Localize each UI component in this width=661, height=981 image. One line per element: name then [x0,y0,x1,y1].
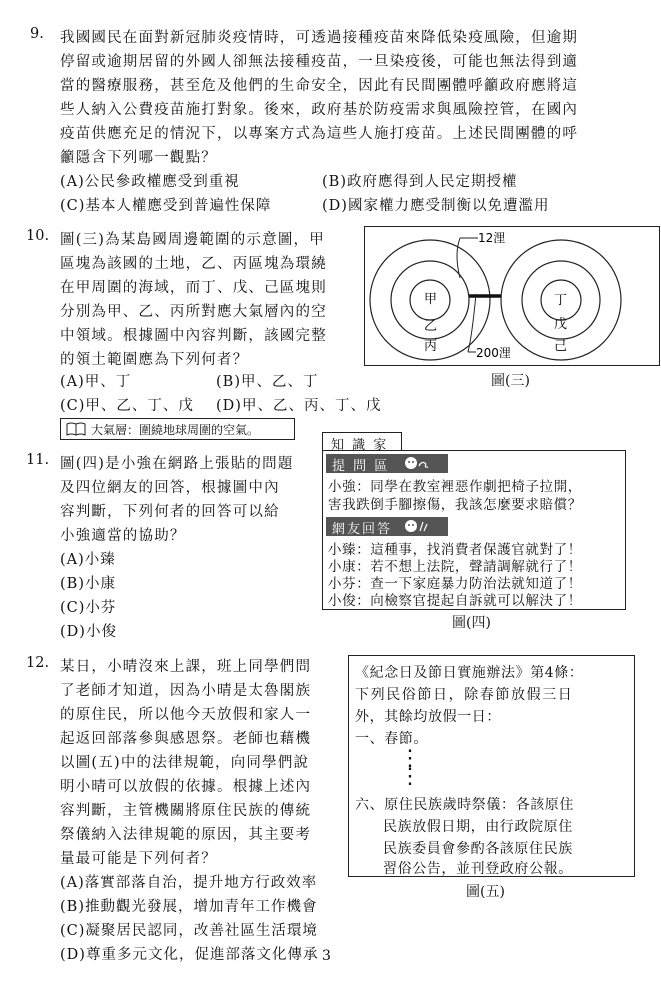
law-line: 一、春節。 [355,731,428,747]
q12-line: 祭儀納入法律規範的原因，其主要考 [60,827,312,843]
page-number: 3 [322,948,331,964]
q10-line: 在甲周圍的海域，而丁、戊、己區塊則 [60,280,327,296]
figure-4-tab [322,432,402,451]
q12-option-b[interactable]: (B)推動觀光發展，增加青年工作機會 [60,899,318,915]
answer-line: 小臻：這種事，找消費者保護官就對了！ [328,542,582,558]
figure-3-caption: 圖(三) [491,373,530,389]
q12-line: 起返回部落參與感恩祭。老師也藉機 [60,731,312,747]
answer-line: 小芬：查一下家庭暴力防治法就知道了！ [328,576,582,592]
q9-option-a[interactable]: (A)公民參政權應受到重視 [60,174,240,190]
q9-line: 籲隱含下列哪一觀點？ [60,150,217,166]
law-line: 下列民俗節日，除春節放假三日 [355,687,574,703]
q11-option-a[interactable]: (A)小臻 [60,552,116,568]
q11-number: 11. [26,452,50,468]
q11-line: 小強適當的協助？ [60,528,186,544]
left-inner-label: 甲 [424,292,438,307]
q9-number: 9. [30,26,44,42]
q12-line: 的原住民，所以他今天放假和家人一 [60,707,312,723]
question-header: 提 問 區 [326,454,448,473]
q9-line: 疫苗供應充足的情況下，以專案方式為這些人施打疫苗。上述民間團體的呼 [60,126,579,142]
label-200: 200浬 [476,346,511,360]
left-mid-label: 乙 [424,319,438,334]
q9-option-b[interactable]: (B)政府應得到人民定期授權 [322,174,518,190]
q10-line: 的領土範圍應為下列何者？ [60,352,249,368]
q12-line: 了老師才知道，因為小晴是太魯閣族 [60,683,312,699]
law-line: 《紀念日及節日實施辦法》第4條： [355,665,584,681]
question-line: 小強：同學在教室裡惡作劇把椅子拉開， [328,479,582,495]
q12-line: 明小晴可以放假的依據。根據上述內 [60,779,312,795]
left-outer-label: 丙 [424,339,438,354]
figure-4-caption: 圖(四) [452,615,491,631]
q9-option-d[interactable]: (D)國家權力應受制衡以免遭濫用 [322,198,550,214]
q9-line: 停留或逾期居留的外國人卻無法接種疫苗，一旦染疫後，可能也無法得到適 [60,54,579,70]
right-mid-label: 戊 [554,317,568,332]
q10-note-box [60,418,295,440]
q9-line: 些人納入公費疫苗施打對象。後來，政府基於防疫需求與風險控管，在國內 [60,102,579,118]
answer-line: 小康：若不想上法院，聲請調解就行了！ [328,559,582,575]
q10-option-d[interactable]: (D)甲、乙、丙、丁、戊 [216,398,382,414]
q10-line: 中領域。根據圖中內容判斷，該國完整 [60,328,327,344]
q10-number: 10. [26,228,50,244]
q12-option-c[interactable]: (C)凝聚居民認同，改善社區生活環境 [60,923,318,939]
q11-option-c[interactable]: (C)小芬 [60,600,117,616]
q10-line: 分別為甲、乙、丙所對應大氣層內的空 [60,304,327,320]
law-item6: 習俗公告，並刊登政府公報。 [383,861,573,877]
law-item6: 六、原住民族歲時祭儀：各該原住 [355,797,574,813]
label-12: 12浬 [478,231,506,245]
figure-4-title: 知 識 家 [331,438,389,453]
q10-line: 區塊為該國的土地，乙、丙區塊為環繞 [60,256,327,272]
q9-option-c[interactable]: (C)基本人權應受到普遍性保障 [60,198,272,214]
answer-face-icon [404,519,430,533]
figure-4-panel [322,450,626,610]
q11-line: 及四位網友的回答，根據圖中內 [60,480,280,496]
ellipsis-dots: ⋮ [399,746,421,771]
ellipsis-dots-2: ⋮ [399,764,421,789]
answer-line: 小俊：向檢察官提起自訴就可以解決了！ [328,593,582,609]
book-icon [66,422,86,436]
right-inner-label: 丁 [554,293,568,308]
q12-line: 某日，小晴沒來上課，班上同學們問 [60,659,312,675]
q10-line: 圖(三)為某島國周邊範圍的示意圖，甲 [60,232,325,248]
q9-line: 我國國民在面對新冠肺炎疫情時，可透過接種疫苗來降低染疫風險，但逾期 [60,30,579,46]
figure-3-diagram [364,226,660,366]
answer-header: 網友回答 [326,517,448,536]
law-line: 外，其餘均放假一日： [355,709,501,725]
q11-line: 圖(四)是小強在網路上張貼的問題 [60,456,294,472]
q10-option-b[interactable]: (B)甲、乙、丁 [216,374,319,390]
figure-5-caption: 圖(五) [466,884,505,900]
q12-line: 容判斷，主管機關將原住民族的傳統 [60,803,312,819]
law-item6: 民族委員會參酌各該原住民族 [383,841,573,857]
q10-note-text: 大氣層：圍繞地球周圍的空氣。 [91,423,260,437]
q10-option-a[interactable]: (A)甲、丁 [60,374,132,390]
q9-line: 當的醫療服務，甚至危及他們的生命安全，因此有民間團體呼籲政府應將這 [60,78,579,94]
figure-5-box [348,655,635,877]
right-outer-label: 己 [554,339,568,354]
q12-option-d[interactable]: (D)尊重多元文化，促進部落文化傳承 [60,947,319,963]
q11-option-b[interactable]: (B)小康 [60,576,116,592]
q12-option-a[interactable]: (A)落實部落自治，提升地方行政效率 [60,875,318,891]
q12-number: 12. [26,655,50,671]
law-item6: 民族放假日期，由行政院原住 [383,819,573,835]
q11-line: 容判斷，下列何者的回答可以給 [60,504,280,520]
q11-option-d[interactable]: (D)小俊 [60,624,117,640]
q12-line: 量最可能是下列何者？ [60,851,217,867]
q10-option-c[interactable]: (C)甲、乙、丁、戊 [60,398,194,414]
question-line: 害我跌倒手腳擦傷，我該怎麼要求賠償？ [328,497,582,513]
q12-line: 以圖(五)中的法律規範，向同學們說 [60,755,310,771]
question-face-icon [404,456,430,470]
